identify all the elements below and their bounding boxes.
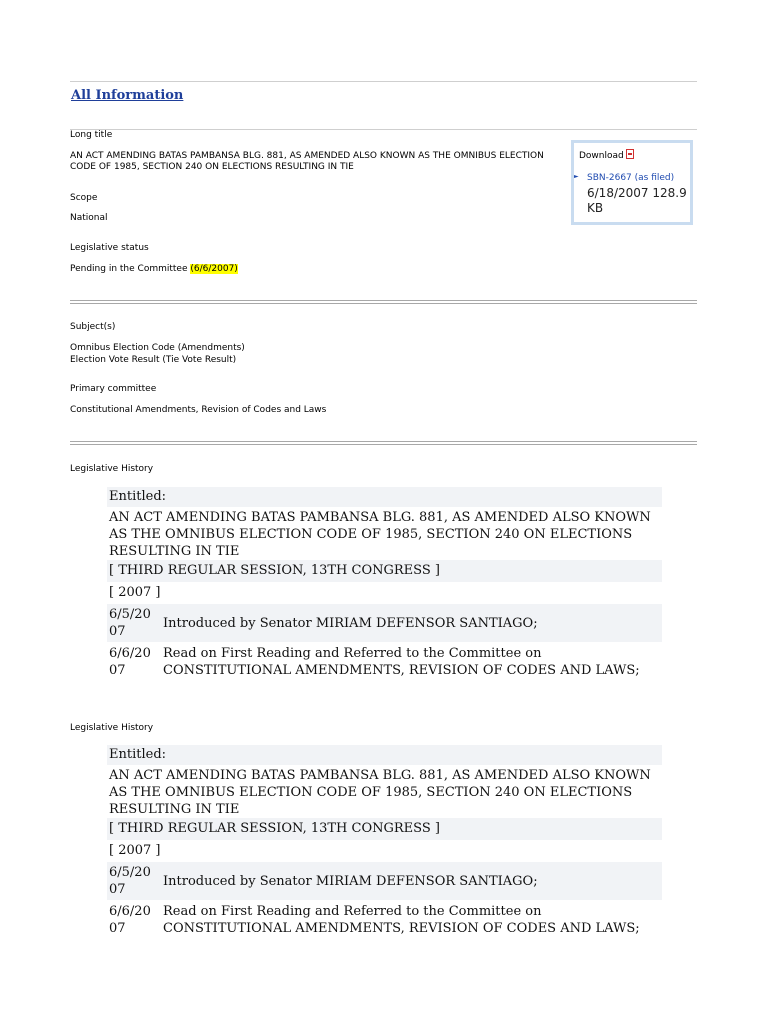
entitled-label: Entitled: — [107, 745, 662, 765]
download-label: Download — [579, 151, 624, 161]
history-bill-title: AN ACT AMENDING BATAS PAMBANSA BLG. 881, AS AMENDED ALSO KNOWN AS THE OMNIBUS ELECTION CODE OF 1985, SECTION 240 ON ELECTIONS RESULTING IN TIE — [109, 510, 651, 559]
subject-item: Omnibus Election Code (Amendments) — [70, 343, 245, 353]
all-information-link[interactable]: All Information — [71, 88, 184, 103]
legislative-history-label: Legislative History — [70, 464, 154, 474]
title-divider — [70, 129, 697, 130]
primary-committee-label: Primary committee — [70, 384, 157, 394]
section-divider-2 — [70, 441, 697, 445]
bullet-icon: ► — [574, 173, 579, 180]
year-label: [ 2007 ] — [109, 843, 161, 858]
download-file-meta: 6/18/2007 128.9 KB — [587, 186, 687, 215]
subject-item: Election Vote Result (Tie Vote Result) — [70, 355, 237, 365]
top-divider — [70, 81, 697, 82]
year-label: [ 2007 ] — [109, 585, 161, 600]
download-heading — [579, 149, 634, 162]
history-entry — [107, 900, 662, 940]
history-entry — [107, 862, 662, 900]
history-entry-text: Read on First Reading and Referred to the Committee on CONSTITUTIONAL AMENDMENTS, REVISION OF CODES AND LAWS; — [163, 646, 640, 678]
status-date: (6/6/2007) — [190, 264, 238, 274]
legislative-history-table — [107, 745, 662, 940]
subjects-list — [70, 342, 245, 366]
primary-committee-value: Constitutional Amendments, Revision of Codes and Laws — [70, 405, 327, 415]
download-panel — [571, 140, 693, 225]
pdf-icon — [626, 149, 634, 159]
long-title-label: Long title — [70, 130, 113, 140]
history-entry-date: 6/6/2007 — [109, 904, 151, 936]
history-entry-text: Introduced by Senator MIRIAM DEFENSOR SANTIAGO; — [163, 615, 538, 631]
session-label: [ THIRD REGULAR SESSION, 13TH CONGRESS ] — [107, 818, 662, 840]
status-text: Pending in the Committee — [70, 264, 188, 274]
history-entry-date: 6/6/2007 — [109, 646, 151, 678]
history-entry — [107, 642, 662, 682]
long-title-value: AN ACT AMENDING BATAS PAMBANSA BLG. 881, AS AMENDED ALSO KNOWN AS THE OMNIBUS ELECTION CODE OF 1985, SECTION 240 ON ELECTIONS RESULTING IN TIE — [70, 151, 544, 172]
scope-value: National — [70, 213, 108, 223]
legislative-history-label: Legislative History — [70, 723, 154, 733]
session-label: [ THIRD REGULAR SESSION, 13TH CONGRESS ] — [107, 560, 662, 582]
legislative-status-label: Legislative status — [70, 243, 149, 253]
entitled-label: Entitled: — [107, 487, 662, 507]
history-entry-text: Introduced by Senator MIRIAM DEFENSOR SANTIAGO; — [163, 873, 538, 889]
history-entry-date: 6/5/2007 — [109, 607, 151, 639]
section-divider-1 — [70, 300, 697, 304]
history-entry-date: 6/5/2007 — [109, 865, 151, 897]
history-bill-title: AN ACT AMENDING BATAS PAMBANSA BLG. 881, AS AMENDED ALSO KNOWN AS THE OMNIBUS ELECTION CODE OF 1985, SECTION 240 ON ELECTIONS RESULTING IN TIE — [109, 768, 651, 817]
history-entry-text: Read on First Reading and Referred to the Committee on CONSTITUTIONAL AMENDMENTS, REVISION OF CODES AND LAWS; — [163, 904, 640, 936]
download-file-link[interactable]: SBN-2667 (as filed) — [587, 173, 675, 183]
legislative-history-table — [107, 487, 662, 682]
scope-label: Scope — [70, 193, 98, 203]
legislative-status-value — [70, 263, 238, 275]
subjects-label: Subject(s) — [70, 322, 116, 332]
history-entry — [107, 604, 662, 642]
